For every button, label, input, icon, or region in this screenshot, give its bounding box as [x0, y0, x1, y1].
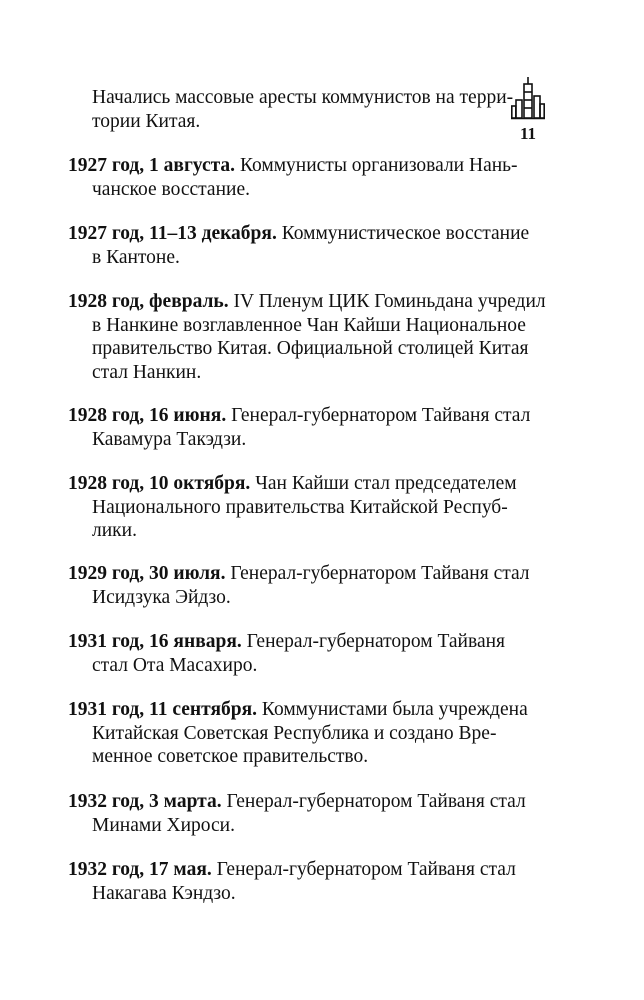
entry-text: Коммунистами была учреждена — [257, 699, 528, 720]
chronology-entry — [68, 404, 531, 451]
chronology-entry — [68, 790, 526, 837]
entry-line: стал Ота Масахиро. — [92, 654, 258, 676]
entry-date: 1928 год, 10 октября. — [68, 473, 251, 494]
entry-line: Кавамура Такэдзи. — [92, 428, 247, 450]
entry-text: Генерал-губернатором Тайваня — [241, 631, 506, 652]
chronology-entry — [68, 630, 506, 677]
entry-line: Национального правительства Китайской Респуб- — [92, 496, 508, 518]
entry-date: 1929 год, 30 июля. — [68, 563, 226, 584]
entry-text: Коммунисты организовали Нань- — [235, 155, 518, 176]
entry-line: Минами Хироси. — [92, 814, 235, 836]
page-number: 11 — [519, 124, 537, 143]
chronology-entry — [68, 472, 517, 543]
entry-text: Чан Кайши стал председателем — [250, 473, 517, 494]
entry-line: чанское восстание. — [92, 178, 250, 200]
entry-text: Генерал-губернатором Тайваня стал — [226, 405, 531, 426]
entry-line: стал Нанкин. — [92, 361, 202, 383]
entry-line: лики. — [92, 520, 137, 541]
entry-text: IV Пленум ЦИК Гоминьдана учредил — [228, 291, 546, 312]
entry-text: Генерал-губернатором Тайваня стал — [221, 791, 526, 812]
entry-text: Генерал-губернатором Тайваня стал — [211, 859, 516, 880]
entry-date: 1928 год, 16 июня. — [68, 405, 227, 426]
entry-date: 1927 год, 11–13 декабря. — [68, 223, 277, 244]
tower-skyline-icon — [511, 76, 545, 120]
entry-line: Начались массовые аресты коммунистов на терри- — [92, 87, 514, 108]
entry-date: 1932 год, 3 марта. — [68, 791, 222, 812]
entry-line: Накагава Кэндзо. — [92, 882, 236, 904]
chronology-entry — [68, 562, 530, 609]
chronology-entry — [68, 698, 528, 769]
chronology-entry — [68, 290, 546, 384]
entry-date: 1927 год, 1 августа. — [68, 155, 236, 176]
chronology-entry — [68, 86, 514, 133]
entry-line: Исидзука Эйдзо. — [92, 586, 231, 608]
entry-line: правительство Китая. Официальной столицей Китая — [92, 338, 529, 359]
entry-date: 1931 год, 11 сентября. — [68, 699, 258, 720]
entry-date: 1932 год, 17 мая. — [68, 859, 212, 880]
chronology-entry — [68, 858, 516, 905]
entry-line: тории Китая. — [92, 110, 201, 132]
entry-date: 1931 год, 16 января. — [68, 631, 242, 652]
entry-line: Китайская Советская Республика и создано Вре- — [92, 722, 497, 744]
entry-date: 1928 год, февраль. — [68, 291, 229, 312]
entry-line: менное советское правительство. — [92, 746, 369, 767]
chronology-entry — [68, 222, 530, 269]
entry-text: Генерал-губернатором Тайваня стал — [225, 563, 530, 584]
entry-line: в Кантоне. — [92, 246, 180, 268]
entry-line: в Нанкине возглавленное Чан Кайши Национальное — [92, 314, 526, 336]
chronology-entry — [68, 154, 518, 201]
entry-text: Коммунистическое восстание — [276, 223, 530, 244]
